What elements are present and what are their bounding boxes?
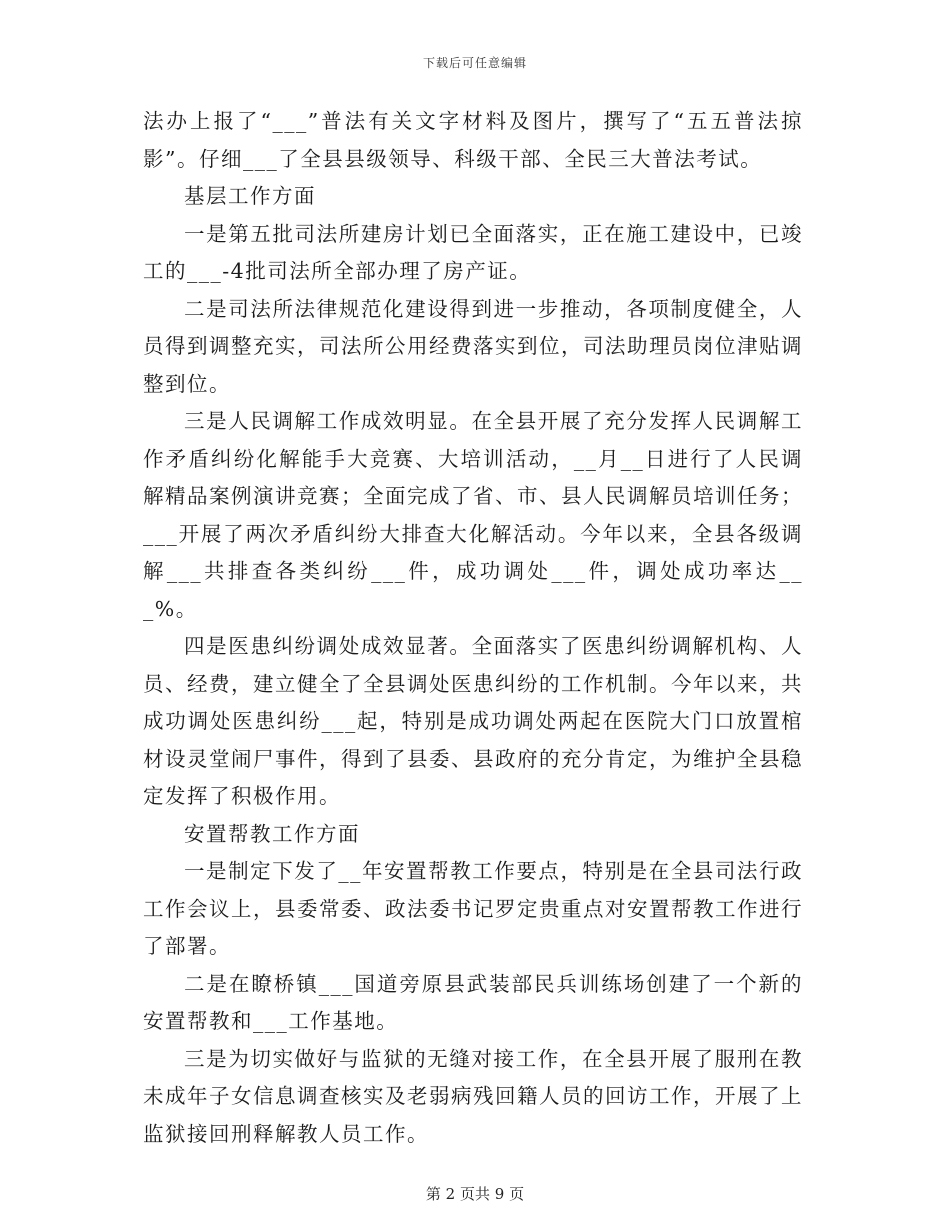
paragraph-8: 一是制定下发了__年安置帮教工作要点，特别是在全县司法行政工作会议上，县委常委、政法委书记罗定贵重点对安置帮教工作进行了部署。 xyxy=(143,859,803,958)
section-heading-grassroots: 基层工作方面 xyxy=(184,184,316,208)
paragraph-10: 三是为切实做好与监狱的无缝对接工作，在全县开展了服刑在教未成年子女信息调查核实及老弱病残回籍人员的回访工作，开展了上监狱接回刑释解教人员工作。 xyxy=(143,1046,803,1146)
paragraph-3: 一是第五批司法所建房计划已全面落实，正在施工建设中，已竣工的___-4批司法所全部办理了房产证。 xyxy=(143,221,803,283)
section-heading-resettlement: 安置帮教工作方面 xyxy=(184,821,360,846)
document-body xyxy=(143,103,803,1153)
paragraph-5: 三是人民调解工作成效明显。在全县开展了充分发挥人民调解工作矛盾纠纷化解能手大竞赛、大培训活动，__月__日进行了人民调解精品案例演讲竞赛；全面完成了省、市、县人民调解员培训任务；___开展了两次矛盾纠纷大排查大化解活动。今年以来，全县各级调解___共排查各类纠纷___件，成功调处___件，调处成功率达___%。 xyxy=(143,409,803,621)
paragraph-9: 二是在瞭桥镇___国道旁原县武装部民兵训练场创建了一个新的安置帮教和___工作基地。 xyxy=(143,971,803,1033)
paragraph-1: 法办上报了“___”普法有关文字材料及图片，撰写了“五五普法掠影”。仔细___了全县县级领导、科级干部、全民三大普法考试。 xyxy=(143,109,803,171)
page-footer: 第 2 页共 9 页 xyxy=(425,1185,525,1203)
paragraph-4: 二是司法所法律规范化建设得到进一步推动，各项制度健全，人员得到调整充实，司法所公用经费落实到位，司法助理员岗位津贴调整到位。 xyxy=(143,296,803,396)
paragraph-6: 四是医患纠纷调处成效显著。全面落实了医患纠纷调解机构、人员、经费，建立健全了全县调处医患纠纷的工作机制。今年以来，共成功调处医患纠纷___起，特别是成功调处两起在医院大门口放置棺材设灵堂闹尸事件，得到了县委、县政府的充分肯定，为维护全县稳定发挥了积极作用。 xyxy=(143,634,803,808)
page-header: 下载后可任意编辑 xyxy=(422,56,527,70)
